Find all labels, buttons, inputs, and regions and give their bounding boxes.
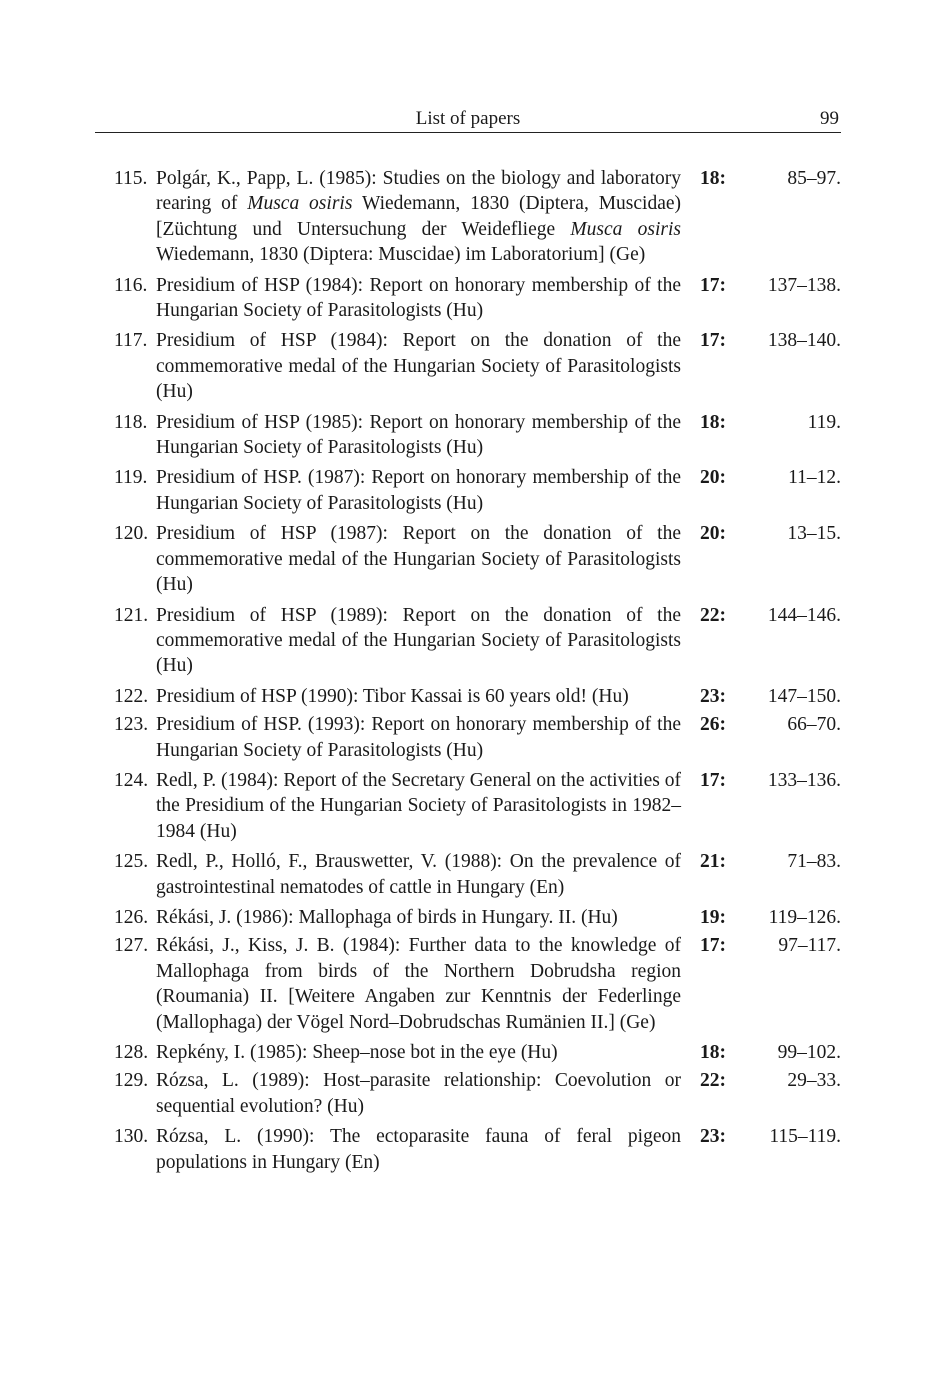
entry-volume: 21:: [700, 851, 726, 873]
entry-citation: Rózsa, L. (1989): Host–parasite relationship: Coevolution or sequential evolution? (Hu): [156, 1070, 681, 1117]
entry-citation: Presidium of HSP (1989): Report on the donation of the commemorative medal of the Hungarian Society of Parasitologists (Hu): [156, 604, 681, 677]
entry-number: 127.: [114, 935, 149, 957]
list-item: [95, 933, 841, 1035]
list-item: [95, 273, 841, 324]
entry-volume: 26:: [700, 714, 726, 736]
entry-pages: 147–150.: [767, 685, 841, 707]
entry-volume: 17:: [700, 769, 726, 791]
entry-number: 125.: [114, 851, 149, 873]
list-item: [95, 166, 841, 268]
entry-number: 118.: [114, 411, 148, 433]
list-item: [95, 603, 841, 679]
entry-number: 120.: [114, 523, 149, 545]
entry-number: 130.: [114, 1126, 149, 1148]
list-item: [95, 521, 841, 597]
entry-number: 124.: [114, 769, 149, 791]
entry-number: 129.: [114, 1070, 149, 1092]
entry-volume: 17:: [700, 935, 726, 957]
running-head: [95, 106, 841, 133]
entry-pages: 29–33.: [787, 1070, 841, 1092]
entry-pages: 144–146.: [767, 604, 841, 626]
entry-pages: 99–102.: [777, 1042, 841, 1063]
entry-number: 117.: [114, 330, 148, 352]
list-item: [95, 1124, 841, 1175]
entry-citation: Rékási, J. (1986): Mallophaga of birds in Hungary. II. (Hu): [156, 906, 618, 928]
entry-citation: Redl, P., Holló, F., Brauswetter, V. (1988): On the prevalence of gastrointestinal nematodes of cattle in Hungary (En): [156, 851, 681, 898]
list-item: [95, 328, 841, 404]
entry-number: 123.: [114, 714, 149, 736]
entry-volume: 17:: [700, 274, 726, 296]
page-number: 99: [820, 108, 839, 129]
entry-volume: 22:: [700, 1070, 726, 1092]
list-item: [95, 410, 841, 461]
list-item: [95, 1068, 841, 1119]
running-title: List of papers: [415, 108, 521, 129]
entry-citation: Presidium of HSP (1985): Report on honorary membership of the Hungarian Society of Parasitologists (Hu): [156, 411, 681, 459]
entry-pages: 138–140.: [767, 330, 841, 352]
entry-citation: Rékási, J., Kiss, J. B. (1984): Further data to the knowledge of Mallophaga from birds of the Northern Dobrudsha region (Roumania) II. [Weitere Angaben zur Kenntnis der Federlinge (Mallophaga) der Vögel Nord–Dobrudschas Rumänien II.] (Ge): [156, 935, 681, 1033]
entry-pages: 119–126.: [768, 906, 841, 928]
entry-pages: 119.: [807, 411, 841, 433]
entry-citation: Presidium of HSP (1984): Report on honorary membership of the Hungarian Society of Parasitologists (Hu): [156, 274, 681, 322]
entry-pages: 137–138.: [767, 274, 841, 296]
entry-number: 115.: [114, 168, 148, 189]
entry-volume: 18:: [700, 1042, 726, 1063]
entry-volume: 20:: [700, 523, 726, 545]
entry-citation: Redl, P. (1984): Report of the Secretary General on the activities of the Presidium of the Hungarian Society of Parasitologists in 1982–1984 (Hu): [156, 769, 681, 842]
list-item: [95, 849, 841, 900]
entry-volume: 23:: [700, 685, 726, 707]
entry-pages: 97–117.: [778, 935, 841, 957]
entry-pages: 133–136.: [767, 769, 841, 791]
entry-volume: 20:: [700, 467, 726, 489]
entry-citation: Polgár, K., Papp, L. (1985): Studies on the biology and laboratory rearing of Musca osiris Wiedemann, 1830 (Diptera, Muscidae) [Züchtung und Untersuchung der Weidefliege Musca osiris Wiedemann, 1830 (Diptera: Muscidae) im Laboratorium] (Ge): [156, 168, 681, 266]
entry-citation: Rózsa, L. (1990): The ectoparasite fauna of feral pigeon populations in Hungary (En): [156, 1126, 681, 1173]
paper-list: [95, 166, 841, 1180]
entry-volume: 17:: [700, 330, 726, 352]
entry-volume: 18:: [700, 168, 726, 189]
list-item: [95, 465, 841, 516]
entry-volume: 19:: [700, 906, 726, 928]
list-item: [95, 1040, 841, 1065]
entry-volume: 18:: [700, 411, 726, 433]
list-item: [95, 768, 841, 844]
entry-citation: Presidium of HSP. (1993): Report on honorary membership of the Hungarian Society of Parasitologists (Hu): [156, 714, 681, 761]
entry-number: 126.: [114, 906, 149, 928]
entry-citation: Presidium of HSP. (1987): Report on honorary membership of the Hungarian Society of Parasitologists (Hu): [156, 467, 681, 514]
list-item: [95, 712, 841, 763]
entry-number: 119.: [114, 467, 148, 489]
entry-number: 116.: [114, 274, 148, 296]
list-item: [95, 905, 841, 930]
entry-pages: 66–70.: [787, 714, 841, 736]
entry-citation: Presidium of HSP (1984): Report on the donation of the commemorative medal of the Hungarian Society of Parasitologists (Hu): [156, 330, 681, 403]
entry-pages: 115–119.: [769, 1126, 841, 1148]
entry-number: 121.: [114, 604, 149, 626]
entry-citation: Repkény, I. (1985): Sheep–nose bot in the eye (Hu): [156, 1042, 558, 1063]
entry-citation: Presidium of HSP (1987): Report on the donation of the commemorative medal of the Hungarian Society of Parasitologists (Hu): [156, 523, 681, 596]
entry-pages: 11–12.: [788, 467, 841, 489]
entry-volume: 23:: [700, 1126, 726, 1148]
entry-pages: 85–97.: [787, 168, 841, 189]
entry-citation: Presidium of HSP (1990): Tibor Kassai is 60 years old! (Hu): [156, 685, 629, 707]
entry-pages: 71–83.: [787, 851, 841, 873]
entry-number: 122.: [114, 685, 149, 707]
entry-number: 128.: [114, 1042, 149, 1063]
list-item: [95, 684, 841, 709]
entry-pages: 13–15.: [787, 523, 841, 545]
entry-volume: 22:: [700, 604, 726, 626]
